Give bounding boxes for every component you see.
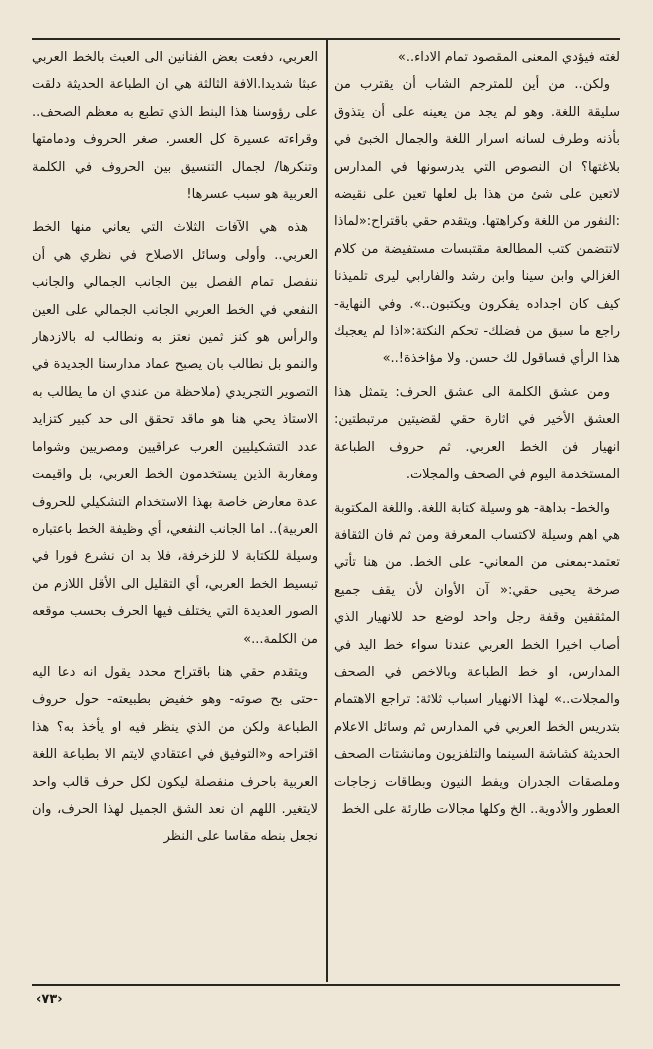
paragraph: ويتقدم حقي هنا باقتراح محدد يقول انه دعا اليه -حتى بح صوته- وهو خفيض بطبيعته- حول حروف الطباعة ولكن من الذي ينظر فيه او يأخذ به؟ هذا اقتراحه و«التوفيق في اعتقادي لايتم الا بطباعة اللغة العربية باحرف منفصلة ليكون لكل حرف قالب واحد لايتغير. اللهم ان نعد الشق الجميل لهذا الحرف، وان نجعل بنطه مقاسا على النظر xyxy=(32,664,318,845)
paragraph: العربي، دفعت بعض الفنانين الى العبث بالخط العربي عبثا شديدا.الافة الثالثة هي ان الطباعة الحديثة دلقت على رؤوسنا هذا البنط الذي تطبع به معظم الصحف.. وقراءته عسيرة كل العسر. صغر الحروف ودمامتها وتنكرها/ لجمال التنسيق بين الحروف في الكلمة العربية هو سبب عسرها! xyxy=(32,50,318,203)
left-column xyxy=(32,44,318,980)
paragraph: ومن عشق الكلمة الى عشق الحرف: يتمثل هذا العشق الأخير في اثارة حقي لقضيتين مرتبطتين: انهيار فن الخط العربي. ثم حروف الطباعة المستخدمة اليوم في الصحف والمجلات. xyxy=(334,384,620,483)
column-divider xyxy=(326,40,328,982)
bottom-rule xyxy=(32,984,620,986)
paragraph: ولكن.. من أين للمترجم الشاب أن يقترب من سليقة اللغة. وهو لم يجد من يعينه على أن يتذوق بأذنه وطرف لسانه اسرار اللغة والجمال الخبئ في بلاغتها؟ ان النصوص التي يدرسونها في المدارس لاتعين على شئ من هذا بل لعلها تعين على نقيضه :النفور من اللغة وكراهتها. ويتقدم حقي باقتراح:«لماذا لاتتضمن كتب المطالعة مقتبسات مستفيضة من كلام الغزالي وابن سينا وابن رشد والفارابي ليرى تلميذنا كيف كان اجداده يفكرون ويكتبون..». وفي النهاية- راجع ما سبق من فضلك- تحكم النكتة:«اذا لم يعجبك هذا الرأي فساقول لك حسن. ولا مؤاخذة!..» xyxy=(334,77,620,367)
page-number: ‹٧٣› xyxy=(36,992,63,1007)
right-column xyxy=(334,44,620,980)
paragraph: والخط- بداهة- هو وسيلة كتابة اللغة. واللغة المكتوبة هي اهم وسيلة لاكتساب المعرفة ومن ثم فان الثقافة تعتمد-بمعنى من المعاني- على الخط. من هنا تأتي صرخة يحيى حقي:« آن الأوان لأن يقف جميع المثقفين وقفة رجل واحد لوضع حد للانهيار الذي أصاب اخيرا الخط العربي عندنا سواء خط اليد في المدارس، او خط الطباعة وبالاخص في الصحف والمجلات..» لهذا الانهيار اسباب ثلاثة: تراجع الاهتمام بتدريس الخط العربي في المدارس ثم وسائل الاعلام الحديثة كشاشة السينما والتلفزيون ومانشتات الصحف وملصقات الجدران ويفط النيون وبطاقات زجاجات العطور والأدوية.. الخ وكلها مجالات طارئة على الخط xyxy=(334,500,620,817)
paragraph: لغته فيؤدي المعنى المقصود تمام الاداء..» xyxy=(397,50,620,65)
paragraph: هذه هي الآفات الثلاث التي يعاني منها الخط العربي.. وأولى وسائل الاصلاح في نظري هي أن ننفصل تمام الفصل بين الجانب الجمالي والجانب النفعي في الخط العربي الجانب الجمالي على العين والرأس هو كنز ثمين نعتز به ونطالب له بالازدهار والنمو بل نطالب بان يصبح عماد مدارسنا الجديدة في التصوير التجريدي (ملاحظة من عندي ان ما يطالب به الاستاذ يحي هنا هو ماقد تحقق الى حد كبير كتزايد عدد التشكيليين العرب عراقيين ومصريين وشواما ومغاربة الذين يستخدمون الخط العربي، بل واقيمت عدة معارض خاصة بهذا الاستخدام التشكيلي للحروف العربية).. اما الجانب النفعي، أي وظيفة الخط باعتباره وسيلة للكتابة لا للزخرفة، فلا بد ان نشرع فورا في تبسيط الخط العربي، أي التقليل الى الأقل اللازم من الصور العديدة التي يختلف فيها الحرف بحسب موقعه من الكلمة...» xyxy=(32,220,318,647)
